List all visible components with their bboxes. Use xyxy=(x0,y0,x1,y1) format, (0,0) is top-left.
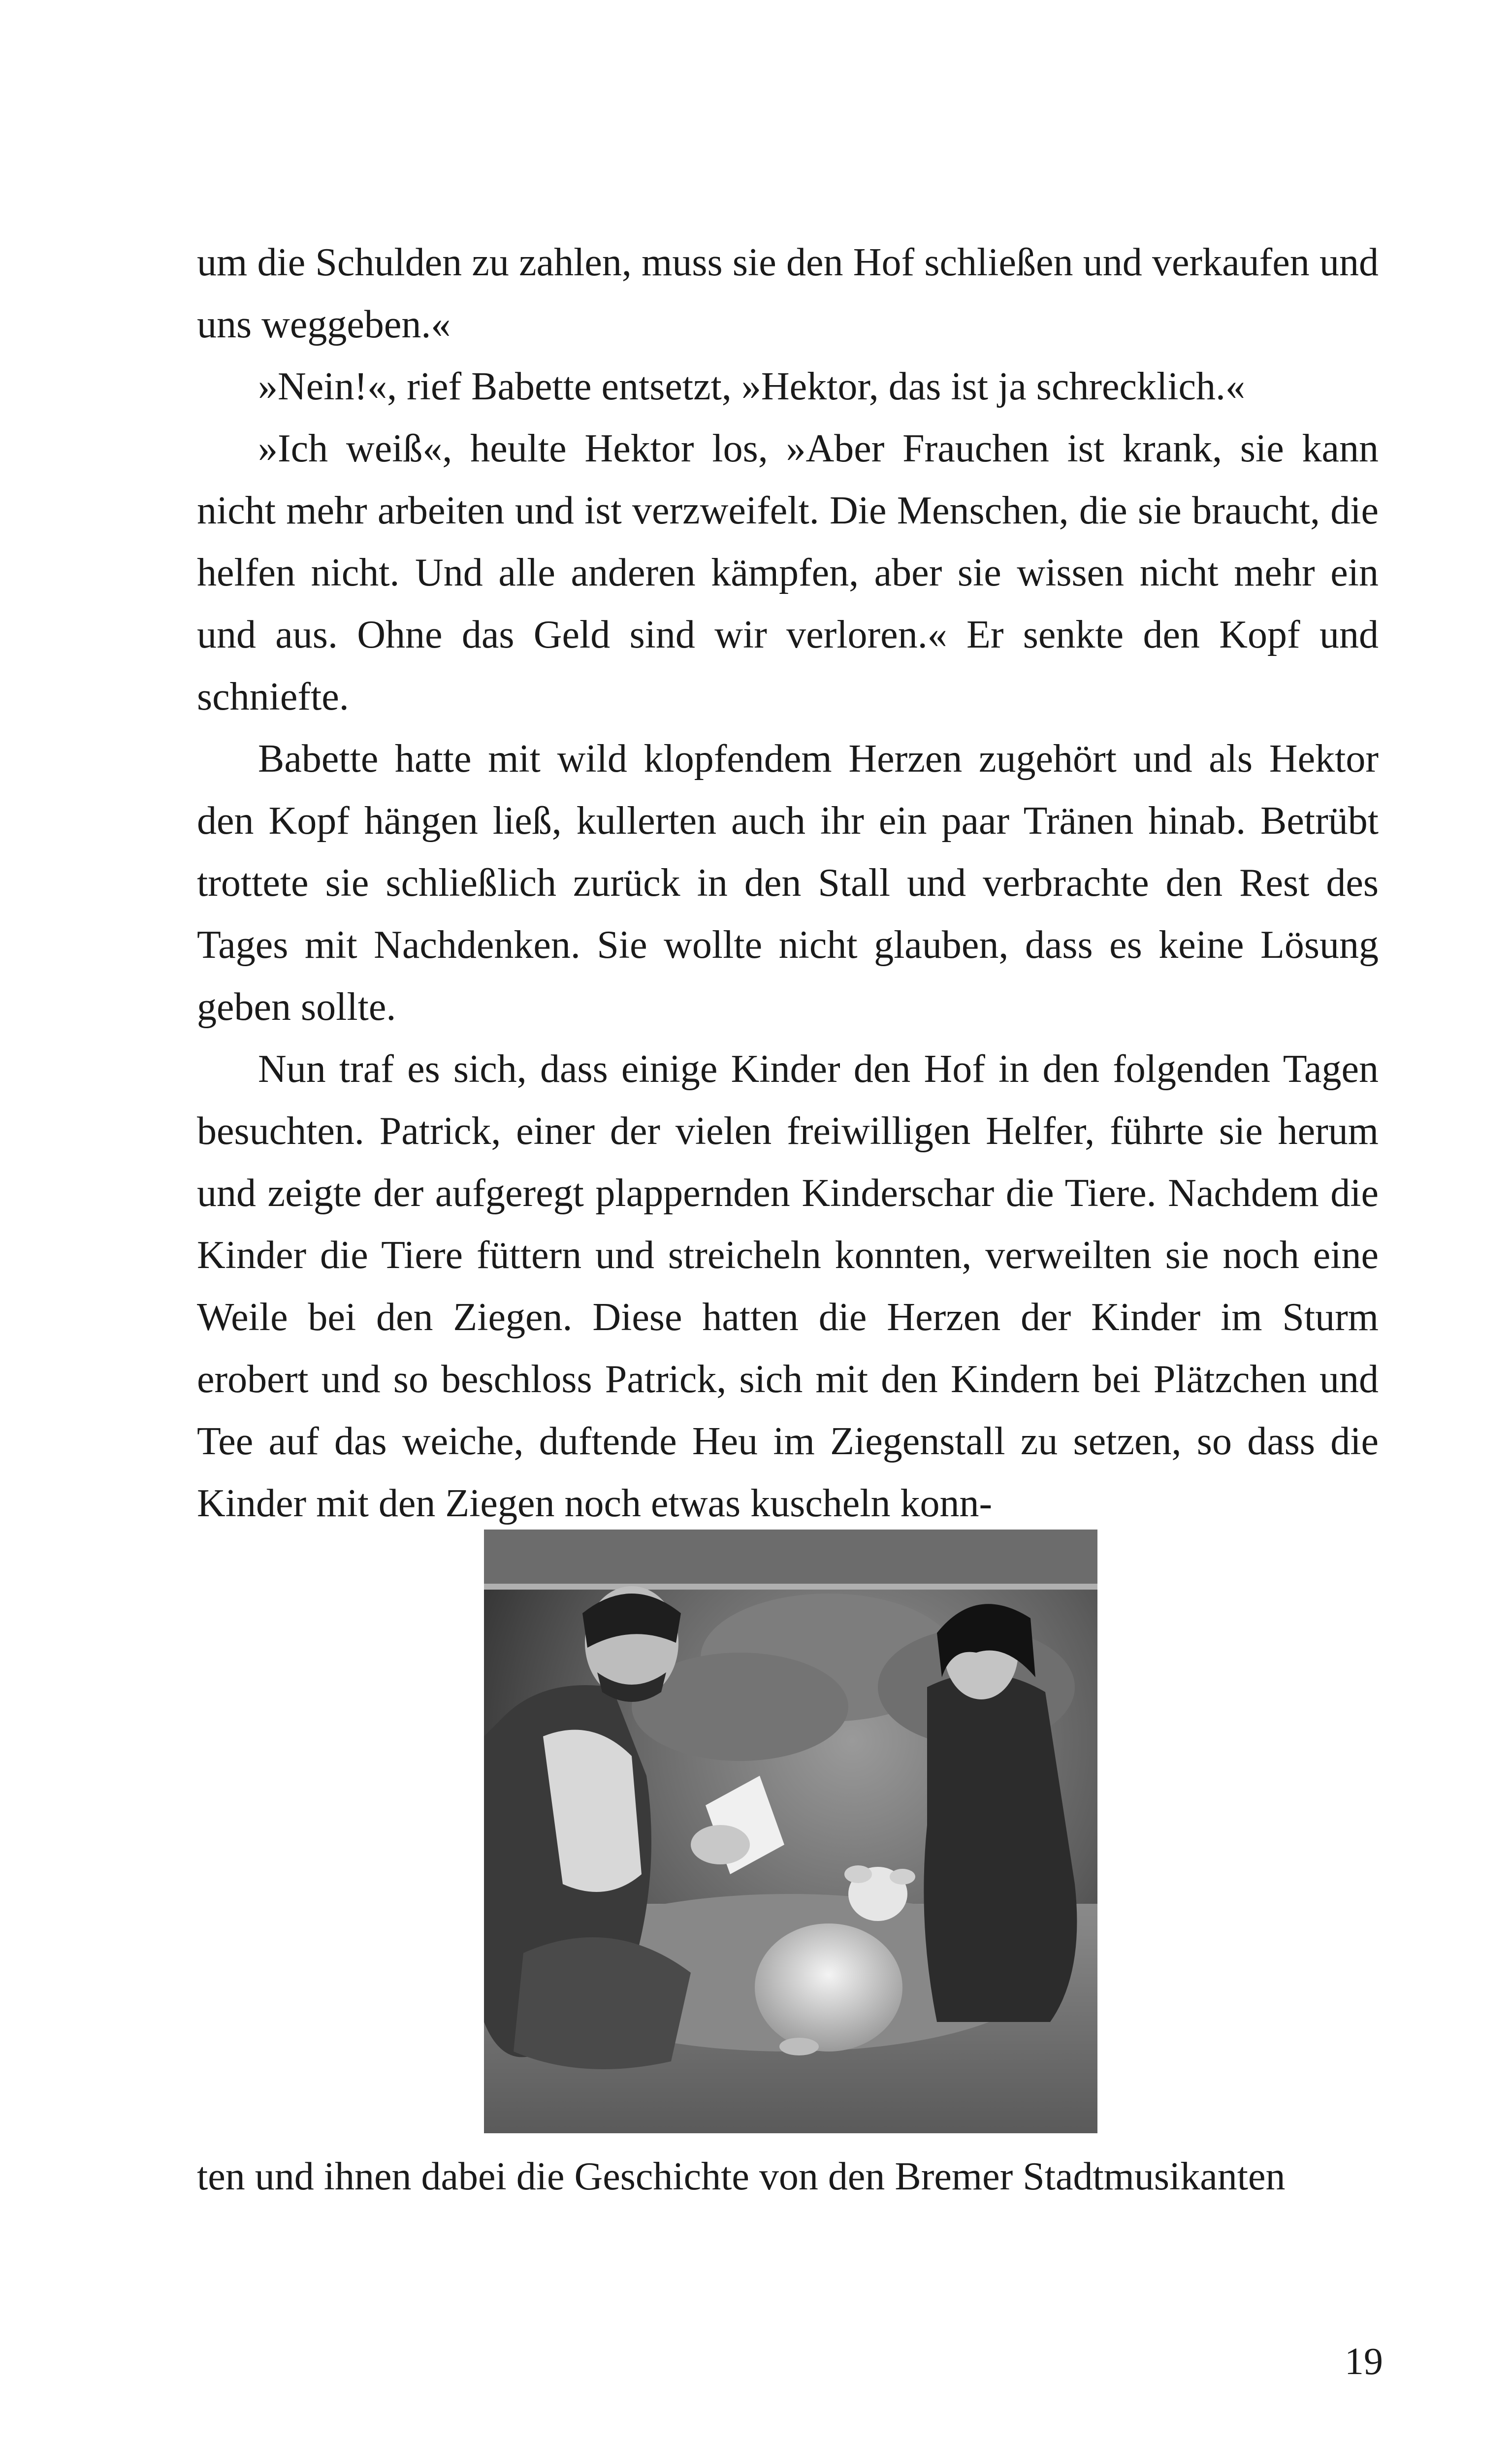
body-text-upper xyxy=(197,231,1379,1534)
paragraph: »Nein!«, rief Babette entsetzt, »Hektor, das ist ja schrecklich.« xyxy=(258,365,1245,408)
body-text-lower xyxy=(197,2146,1379,2208)
paragraph: Nun traf es sich, dass einige Kinder den Hof in den folgenden Tagen besuchten. Patrick, einer der vielen freiwilligen Helfer, führte sie herum und zeigte der aufgeregt plappernden Kinderschar die Tiere. Nachdem die Kinder die Tiere füttern und streicheln konnten, verweilten sie noch eine Weile bei den Ziegen. Diese hatten die Herzen der Kinder im Sturm erobert und so beschloss Patrick, sich mit den Kindern bei Plätzchen und Tee auf das weiche, duftende Heu im Ziegenstall zu setzen, so dass die Kinder mit den Ziegen noch etwas kuscheln konn- xyxy=(197,1047,1379,1525)
paragraph: »Ich weiß«, heulte Hektor los, »Aber Frauchen ist krank, sie kann nicht mehr arbeiten und ist verzweifelt. Die Menschen, die sie braucht, die helfen nicht. Und alle anderen kämpfen, aber sie wissen nicht mehr ein und aus. Ohne das Geld sind wir verloren.« Er senkte den Kopf und schniefte. xyxy=(197,427,1379,718)
paragraph: um die Schulden zu zahlen, muss sie den Hof schließen und verkaufen und uns weggeben.« xyxy=(197,241,1379,346)
paragraph: ten und ihnen dabei die Geschichte von den Bremer Stadtmusikanten xyxy=(197,2155,1286,2198)
paragraph: Babette hatte mit wild klopfendem Herzen zugehört und als Hektor den Kopf hängen ließ, kullerten auch ihr ein paar Tränen hinab. Betrübt trottete sie schließlich zurück in den Stall und verbrachte den Rest des Tages mit Nachdenken. Sie wollte nicht glauben, dass es keine Lösung geben sollte. xyxy=(197,737,1379,1029)
illustration-image xyxy=(484,1530,1097,2133)
page-number: 19 xyxy=(1345,2340,1383,2382)
